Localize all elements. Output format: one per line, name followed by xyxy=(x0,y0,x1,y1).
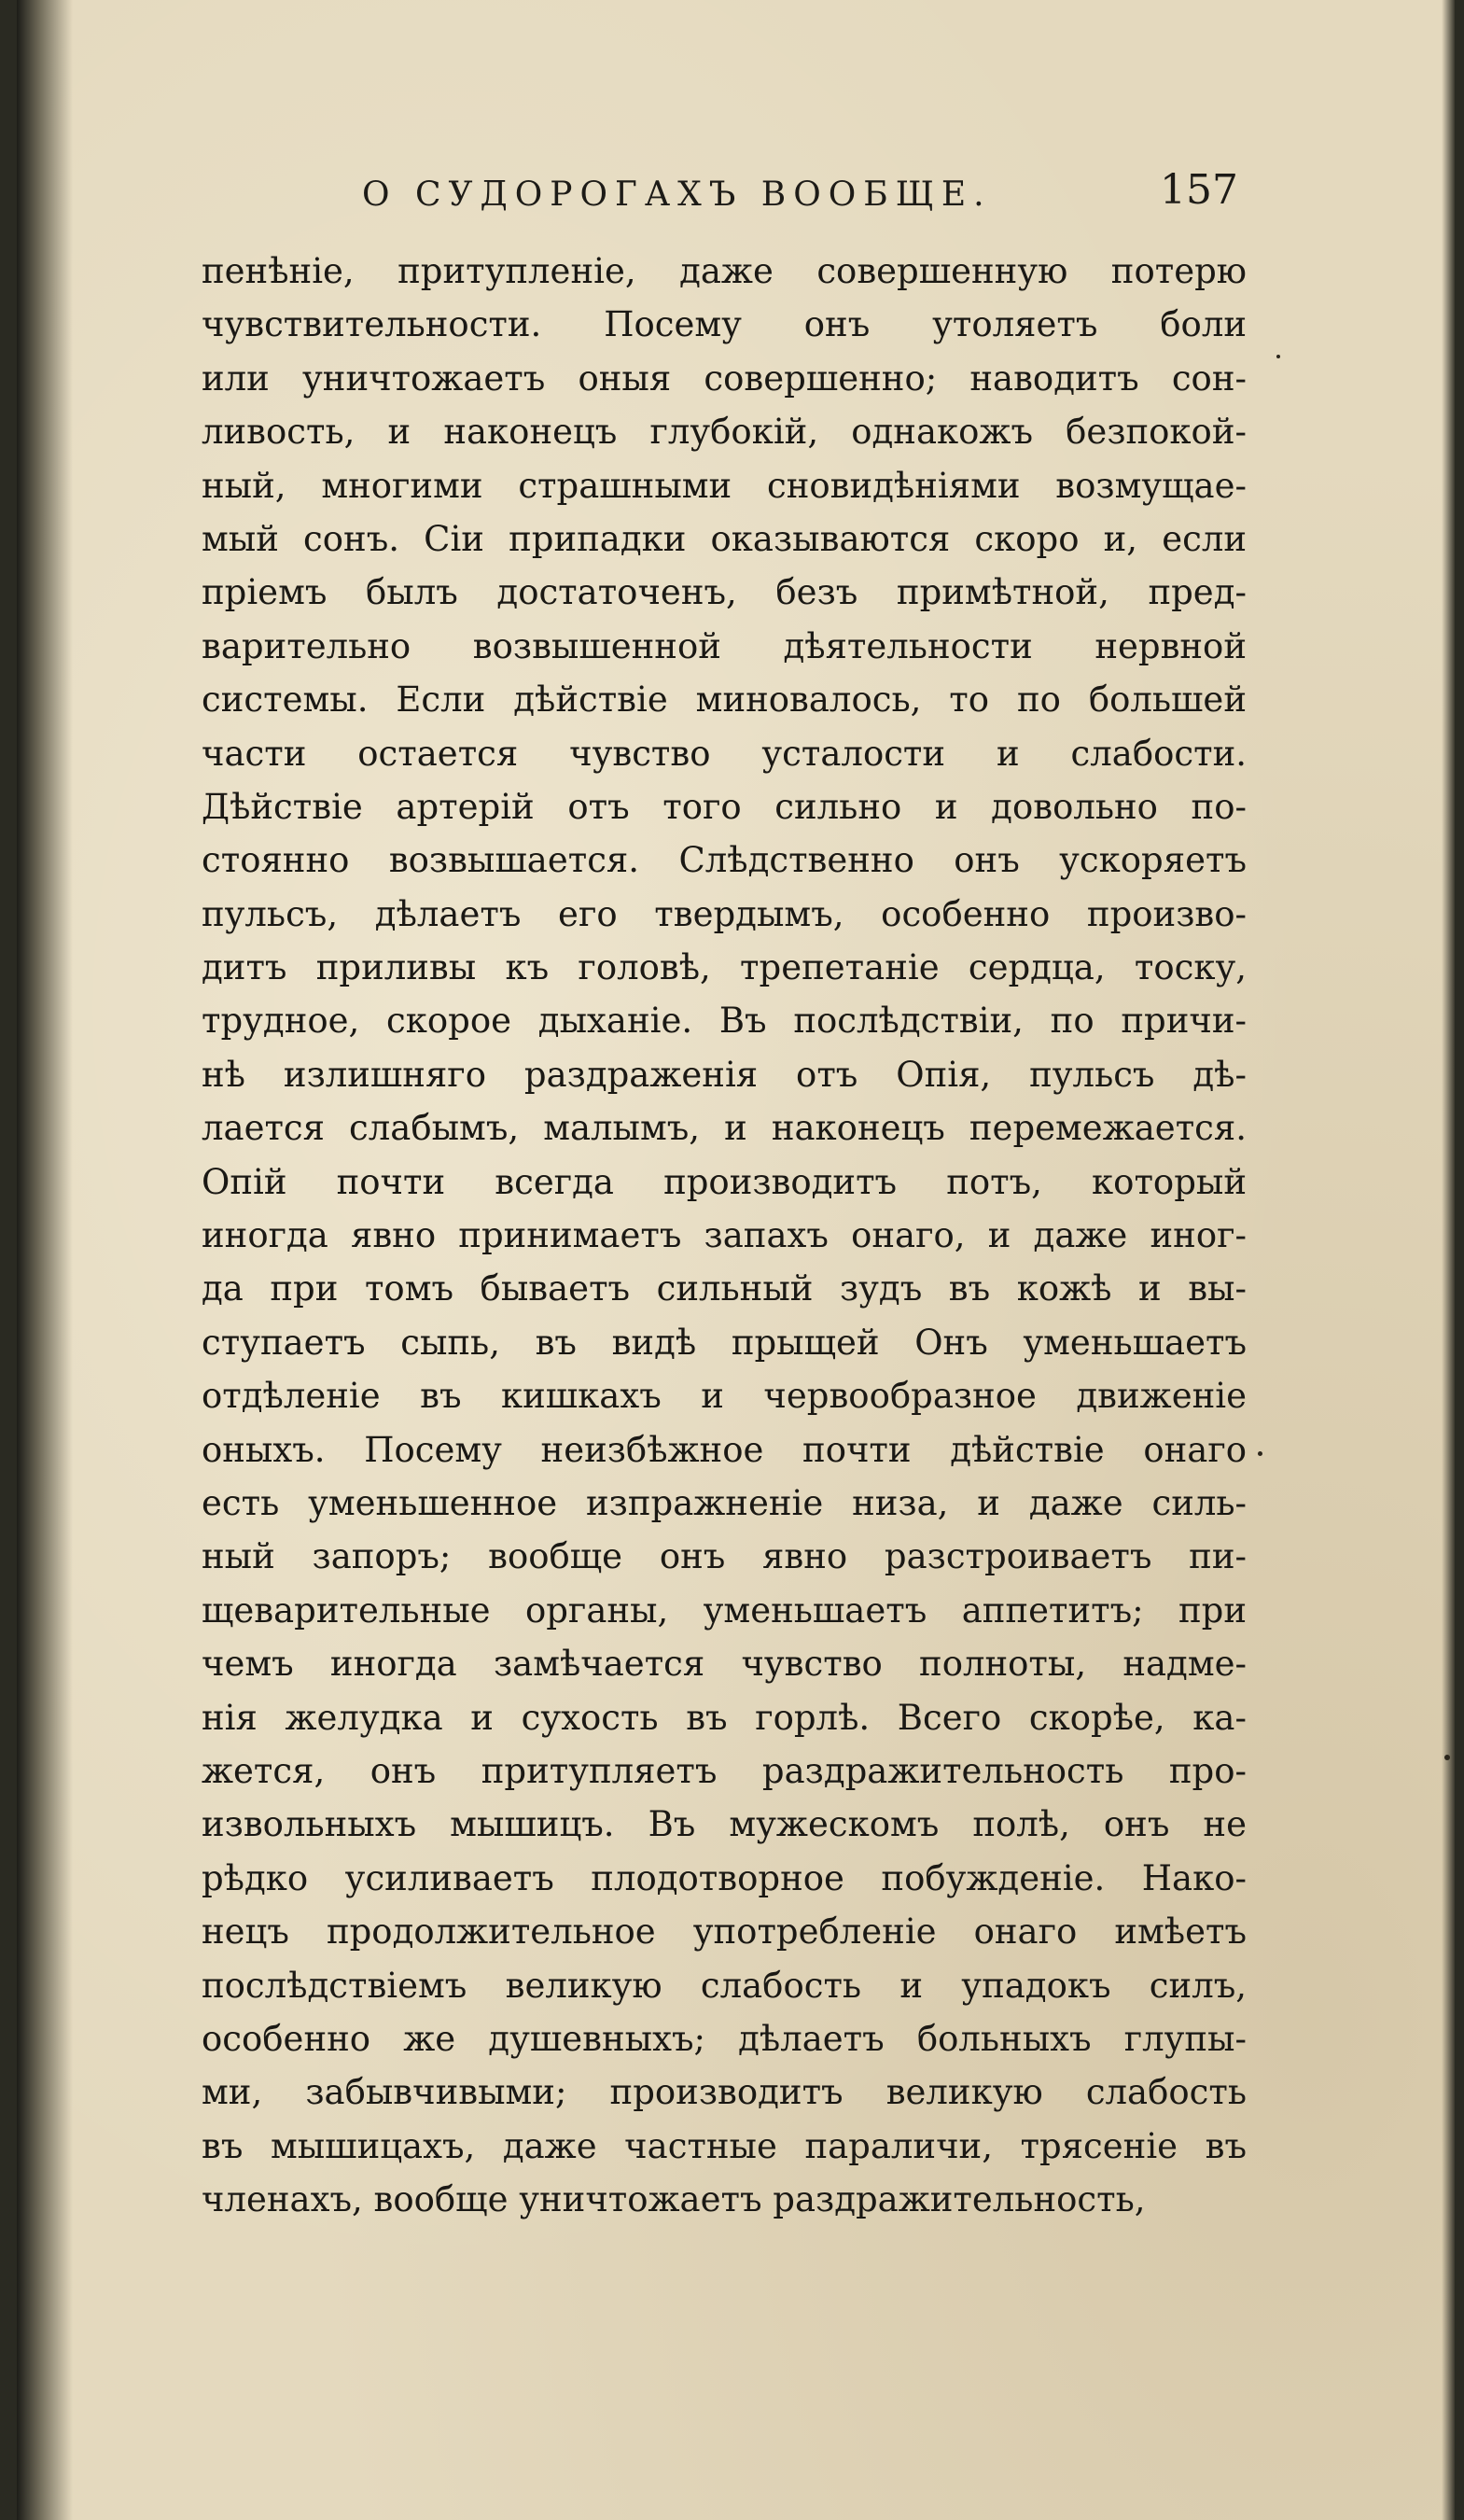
book-page xyxy=(17,0,1455,2520)
text-line: нѣ излишняго раздраженія отъ Опія, пульсъ дѣ- xyxy=(202,1054,1247,1095)
text-line: ливость, и наконецъ глубокій, однакожъ безпокой- xyxy=(202,412,1247,453)
paper-speck xyxy=(1444,1755,1450,1760)
text-line: послѣдствіемъ великую слабость и упадокъ силъ, xyxy=(202,1965,1247,2006)
text-line: чемъ иногда замѣчается чувство полноты, надме- xyxy=(202,1644,1247,1685)
text-line: ный, многими страшными сновидѣніями возмущае- xyxy=(202,465,1247,506)
page-edge xyxy=(1442,0,1455,2520)
text-line: да при томъ бываетъ сильный зудъ въ кожѣ и вы- xyxy=(202,1268,1247,1309)
text-line: членахъ, вообще уничтожаетъ раздражительность, xyxy=(202,2179,1146,2220)
text-line: есть уменьшенное изпражненіе низа, и даже силь- xyxy=(202,1482,1247,1523)
page-number: 157 xyxy=(1160,166,1238,214)
text-line: нія желудка и сухость въ горлѣ. Всего скорѣе, ка- xyxy=(202,1697,1247,1738)
text-line: или уничтожаетъ оныя совершенно; наводитъ сон- xyxy=(202,357,1247,399)
text-line: системы. Если дѣйствіе миновалось, то по большей xyxy=(202,679,1247,721)
text-line: трудное, скорое дыханіе. Въ послѣдствіи, по причи- xyxy=(202,1001,1247,1042)
text-line: рѣдко усиливаетъ плодотворное побужденіе. Нако- xyxy=(202,1857,1247,1898)
text-line: пенѣніе, притупленіе, даже совершенную потерю xyxy=(202,251,1247,291)
text-line: Опій почти всегда производитъ потъ, который xyxy=(202,1161,1247,1202)
text-line: иногда явно принимаетъ запахъ онаго, и даже иног- xyxy=(202,1215,1247,1256)
body-text xyxy=(202,245,1247,2226)
text-line: жется, онъ притупляетъ раздражительность про- xyxy=(202,1750,1247,1791)
text-line: особенно же душевныхъ; дѣлаетъ больныхъ глупы- xyxy=(202,2018,1247,2059)
text-line: нецъ продолжительное употребленіе онаго имѣетъ xyxy=(202,1911,1247,1953)
text-line: въ мышицахъ, даже частные параличи, трясеніе въ xyxy=(202,2125,1247,2166)
text-line: варительно возвышенной дѣятельности нервной xyxy=(202,625,1247,666)
binding-shadow xyxy=(17,0,73,2520)
paper-speck xyxy=(1276,355,1280,358)
text-line: отдѣленіе въ кишкахъ и червообразное движеніе xyxy=(202,1376,1247,1417)
text-line: чувствительности. Посему онъ утоляетъ боли xyxy=(202,304,1247,345)
text-line: пульсъ, дѣлаетъ его твердымъ, особенно произво- xyxy=(202,893,1247,934)
text-line: части остается чувство усталости и слабости. xyxy=(202,733,1247,774)
running-head: О СУДОРОГАХЪ ВООБЩЕ. xyxy=(362,175,992,214)
text-line: ми, забывчивыми; производитъ великую слабость xyxy=(202,2072,1247,2113)
text-line: щеварительные органы, уменьшаетъ аппетитъ; при xyxy=(202,1589,1247,1631)
text-line: лается слабымъ, малымъ, и наконецъ перемежается. xyxy=(202,1108,1247,1149)
text-line: мый сонъ. Сіи припадки оказываются скоро и, если xyxy=(202,518,1247,559)
text-line: дитъ приливы къ головѣ, трепетаніе сердца, тоску, xyxy=(202,947,1247,988)
text-line: извольныхъ мышицъ. Въ мужескомъ полѣ, онъ не xyxy=(202,1804,1247,1845)
text-line: Дѣйствіе артерій отъ того сильно и довольно по- xyxy=(202,786,1247,827)
paper-speck xyxy=(1258,1451,1262,1456)
text-line: ный запоръ; вообще онъ явно разстроиваетъ пи- xyxy=(202,1536,1247,1577)
text-line: оныхъ. Посему неизбѣжное почти дѣйствіе онаго xyxy=(202,1429,1247,1470)
text-line: пріемъ былъ достаточенъ, безъ примѣтной, пред- xyxy=(202,572,1247,613)
text-line: ступаетъ сыпь, въ видѣ прыщей Онъ уменьшаетъ xyxy=(202,1322,1247,1363)
text-line: стоянно возвышается. Слѣдственно онъ ускоряетъ xyxy=(202,840,1247,881)
